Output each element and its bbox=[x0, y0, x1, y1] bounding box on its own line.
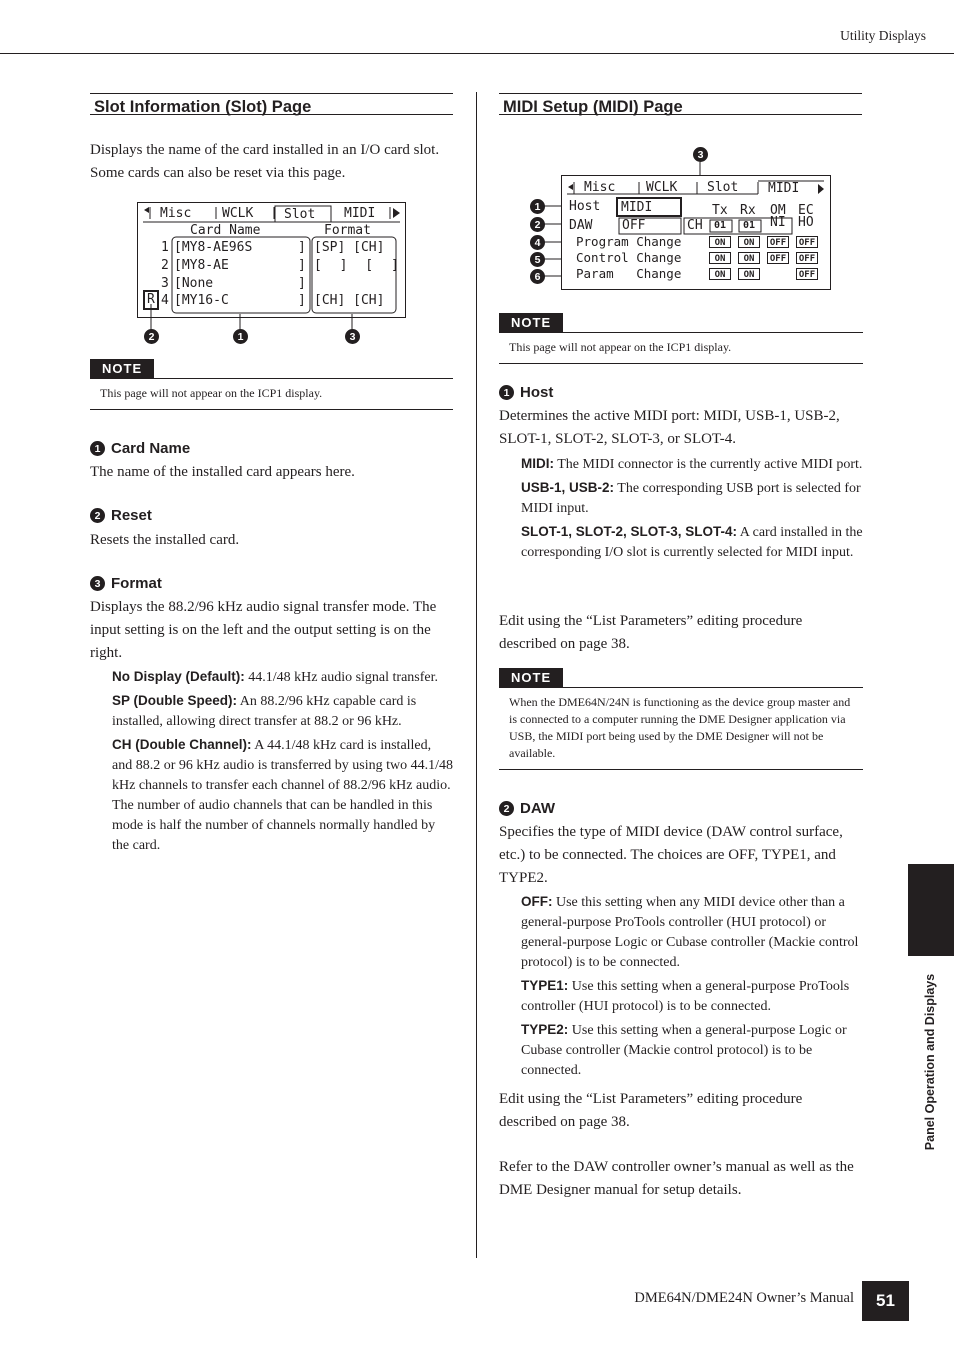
slot-row-format: [SP] [CH] bbox=[314, 240, 385, 255]
host-option bbox=[521, 454, 863, 475]
reset-number: 2 bbox=[90, 508, 105, 523]
note-text: This page will not appear on the ICP1 display. bbox=[90, 379, 453, 410]
card-name-text: The name of the installed card appears here. bbox=[90, 464, 355, 480]
slot-note bbox=[90, 359, 453, 410]
slot-page-heading: Slot Information (Slot) Page bbox=[90, 93, 453, 115]
host-option-text: A card installed in the corresponding I/O slot is currently selected for MIDI input. bbox=[521, 525, 863, 560]
daw-option bbox=[521, 892, 863, 973]
slot-callout-1: 1 bbox=[233, 329, 248, 344]
format-option bbox=[112, 667, 454, 688]
midi-col-ec: EC bbox=[798, 203, 814, 218]
format-option-text: An 88.2/96 kHz capable card is installed, allowing direct transfer at 88.2 or 96 kHz. bbox=[112, 694, 417, 729]
chapter-tab bbox=[908, 864, 954, 956]
daw-option bbox=[521, 976, 863, 1017]
slot-row-close: ] bbox=[298, 293, 306, 308]
note-label: NOTE bbox=[499, 313, 563, 332]
daw-heading bbox=[499, 800, 555, 817]
midi-host-value: MIDI bbox=[621, 200, 653, 215]
slot-lcd-col-cardname: Card Name bbox=[190, 223, 261, 238]
format-option-label: CH (Double Channel): bbox=[112, 737, 252, 752]
format-title: Format bbox=[111, 575, 162, 592]
daw-text: Specifies the type of MIDI device (DAW control surface, etc.) to be connected. The choices are OFF, TYPE1, and TYPE2. bbox=[499, 824, 843, 886]
footer-manual-title: DME64N/DME24N Owner’s Manual bbox=[634, 1290, 854, 1306]
host-text: Determines the active MIDI port: MIDI, USB-1, USB-2, SLOT-1, SLOT-2, SLOT-3, or SLOT-4. bbox=[499, 408, 840, 447]
daw-option-label: OFF: bbox=[521, 894, 553, 909]
midi-page-heading: MIDI Setup (MIDI) Page bbox=[499, 93, 862, 115]
host-title: Host bbox=[520, 384, 554, 401]
slot-row-num: 4 bbox=[161, 293, 169, 308]
note-text: This page will not appear on the ICP1 display. bbox=[499, 333, 863, 364]
format-option-text: A 44.1/48 kHz card is installed, and 88.2 or 96 kHz audio is transferred by using two 44.1/48 kHz channels to transfer each channel of 88.2/96 kHz audio. The number of audio channels that can be handled in this mode is half the number of channels normally handled by the card. bbox=[112, 738, 453, 853]
running-header: Utility Displays bbox=[840, 28, 926, 43]
slot-row-close: ] bbox=[298, 240, 306, 255]
midi-callout-3: 3 bbox=[693, 147, 708, 162]
note-text: When the DME64N/24N is functioning as the device group master and is connected to a computer running the DME Designer application via USB, the MIDI port being used by the DME Designer will not be available. bbox=[499, 688, 863, 770]
midi-col-ho: HO bbox=[798, 215, 814, 230]
host-heading bbox=[499, 384, 553, 401]
daw-option bbox=[521, 1020, 863, 1081]
slot-row-close: ] bbox=[298, 276, 306, 291]
midi-param-value: ON bbox=[709, 268, 731, 280]
midi-param-value: ON bbox=[709, 236, 731, 248]
chapter-tab-label: Panel Operation and Displays bbox=[923, 973, 937, 1151]
card-name-title: Card Name bbox=[111, 440, 191, 457]
midi-col-rx: Rx bbox=[740, 203, 756, 218]
slot-lcd-tab-misc: Misc bbox=[160, 206, 192, 221]
slot-reset-indicator: R bbox=[147, 292, 155, 307]
midi-lcd-tab-wclk: WCLK bbox=[646, 180, 678, 195]
host-option-label: USB-1, USB-2: bbox=[521, 480, 615, 495]
slot-lcd-col-format: Format bbox=[324, 223, 371, 238]
note-label: NOTE bbox=[90, 359, 154, 378]
midi-param-value: OFF bbox=[796, 252, 818, 264]
midi-note-usb bbox=[499, 668, 863, 770]
midi-param-value: OFF bbox=[796, 236, 818, 248]
midi-param-label: Control Change bbox=[576, 250, 682, 265]
midi-lcd-screen bbox=[561, 175, 831, 290]
midi-col-tx: Tx bbox=[712, 203, 728, 218]
card-name-heading bbox=[90, 440, 190, 457]
midi-callout-1: 1 bbox=[530, 199, 545, 214]
slot-row-num: 3 bbox=[161, 276, 169, 291]
format-option bbox=[112, 691, 454, 732]
midi-callout-5: 5 bbox=[530, 252, 545, 267]
slot-row-num: 1 bbox=[161, 240, 169, 255]
midi-param-value: ON bbox=[738, 252, 760, 264]
daw-number: 2 bbox=[499, 801, 514, 816]
slot-intro: Displays the name of the card installed in an I/O card slot. Some cards can also be reset via this page. bbox=[90, 142, 440, 181]
reset-heading bbox=[90, 507, 152, 524]
host-options bbox=[521, 454, 863, 563]
midi-param-value: ON bbox=[738, 236, 760, 248]
slot-row-name: [MY16-C bbox=[174, 293, 229, 308]
host-number: 1 bbox=[499, 385, 514, 400]
midi-callout-4: 4 bbox=[530, 235, 545, 250]
format-number: 3 bbox=[90, 576, 105, 591]
midi-col-ni: NI bbox=[770, 215, 786, 230]
daw-option-text: Use this setting when a general-purpose ProTools controller (HUI protocol) is to be connected. bbox=[521, 979, 850, 1014]
column-divider bbox=[476, 92, 477, 1258]
page-number: 51 bbox=[862, 1281, 909, 1321]
format-option bbox=[112, 735, 454, 856]
midi-ch-label: CH bbox=[687, 218, 703, 233]
host-option bbox=[521, 522, 863, 563]
daw-title: DAW bbox=[520, 800, 555, 817]
format-option-label: SP (Double Speed): bbox=[112, 693, 238, 708]
slot-row-format: [ ] [ ] bbox=[314, 258, 399, 273]
host-option-label: SLOT-1, SLOT-2, SLOT-3, SLOT-4: bbox=[521, 524, 738, 539]
daw-option-text: Use this setting when any MIDI device other than a general-purpose ProTools controller (HUI protocol) or general-purpose Logic or Cubase controller (Mackie control protocol) is to be connected. bbox=[521, 895, 859, 970]
slot-row-format: [CH] [CH] bbox=[314, 293, 385, 308]
midi-param-value: OFF bbox=[796, 268, 818, 280]
host-option-text: The corresponding USB port is selected for MIDI input. bbox=[521, 481, 861, 516]
midi-lcd-tab-slot: Slot bbox=[707, 180, 739, 195]
midi-param-label: Param Change bbox=[576, 266, 682, 281]
host-option bbox=[521, 478, 863, 519]
slot-lcd-tab-midi: MIDI bbox=[344, 206, 376, 221]
host-option-text: The MIDI connector is the currently active MIDI port. bbox=[557, 457, 863, 472]
header-rule bbox=[0, 53, 954, 54]
format-options bbox=[112, 667, 454, 856]
slot-lcd-tab-slot: Slot bbox=[284, 207, 316, 222]
slot-callout-2: 2 bbox=[144, 329, 159, 344]
slot-callout-lines bbox=[130, 300, 370, 350]
midi-col-om: OM bbox=[770, 203, 786, 218]
midi-daw-value: OFF bbox=[622, 218, 646, 233]
format-text: Displays the 88.2/96 kHz audio signal transfer mode. The input setting is on the left and the output setting is on the right. bbox=[90, 599, 437, 661]
midi-lcd-tab-midi: MIDI bbox=[768, 181, 800, 196]
midi-callout-2: 2 bbox=[530, 217, 545, 232]
format-option-text: 44.1/48 kHz audio signal transfer. bbox=[248, 670, 439, 685]
slot-row-name: [MY8-AE96S bbox=[174, 240, 253, 255]
slot-callout-3: 3 bbox=[345, 329, 360, 344]
midi-param-label: Program Change bbox=[576, 234, 682, 249]
daw-options bbox=[521, 892, 863, 1081]
format-option-label: No Display (Default): bbox=[112, 669, 245, 684]
slot-row-name: [None bbox=[174, 276, 214, 291]
midi-note-icp1 bbox=[499, 313, 863, 364]
daw-edit-text: Edit using the “List Parameters” editing procedure described on page 38. bbox=[499, 1091, 803, 1130]
midi-param-value: ON bbox=[738, 268, 760, 280]
midi-ch-tx: 01 bbox=[714, 220, 727, 231]
midi-param-value: OFF bbox=[767, 252, 789, 264]
midi-ch-rx: 01 bbox=[743, 220, 756, 231]
slot-lcd-tab-wclk: WCLK bbox=[222, 206, 254, 221]
midi-host-label: Host bbox=[569, 199, 601, 214]
daw-option-label: TYPE1: bbox=[521, 978, 569, 993]
midi-callout-6: 6 bbox=[530, 269, 545, 284]
host-option-label: MIDI: bbox=[521, 456, 554, 471]
format-heading bbox=[90, 575, 162, 592]
slot-row-name: [MY8-AE bbox=[174, 258, 229, 273]
daw-option-label: TYPE2: bbox=[521, 1022, 569, 1037]
note-label: NOTE bbox=[499, 668, 563, 687]
slot-row-close: ] bbox=[298, 258, 306, 273]
midi-param-value: OFF bbox=[767, 236, 789, 248]
midi-param-value: ON bbox=[709, 252, 731, 264]
reset-text: Resets the installed card. bbox=[90, 532, 240, 548]
midi-daw-label: DAW bbox=[569, 218, 593, 233]
daw-option-text: Use this setting when a general-purpose Logic or Cubase controller (Mackie control protocol) is to be connected. bbox=[521, 1023, 847, 1078]
host-edit-text: Edit using the “List Parameters” editing procedure described on page 38. bbox=[499, 613, 803, 652]
card-name-number: 1 bbox=[90, 441, 105, 456]
midi-lcd-tab-misc: Misc bbox=[584, 180, 616, 195]
reset-title: Reset bbox=[111, 507, 152, 524]
slot-row-num: 2 bbox=[161, 258, 169, 273]
daw-refer-text: Refer to the DAW controller owner’s manual as well as the DME Designer manual for setup details. bbox=[499, 1159, 854, 1198]
